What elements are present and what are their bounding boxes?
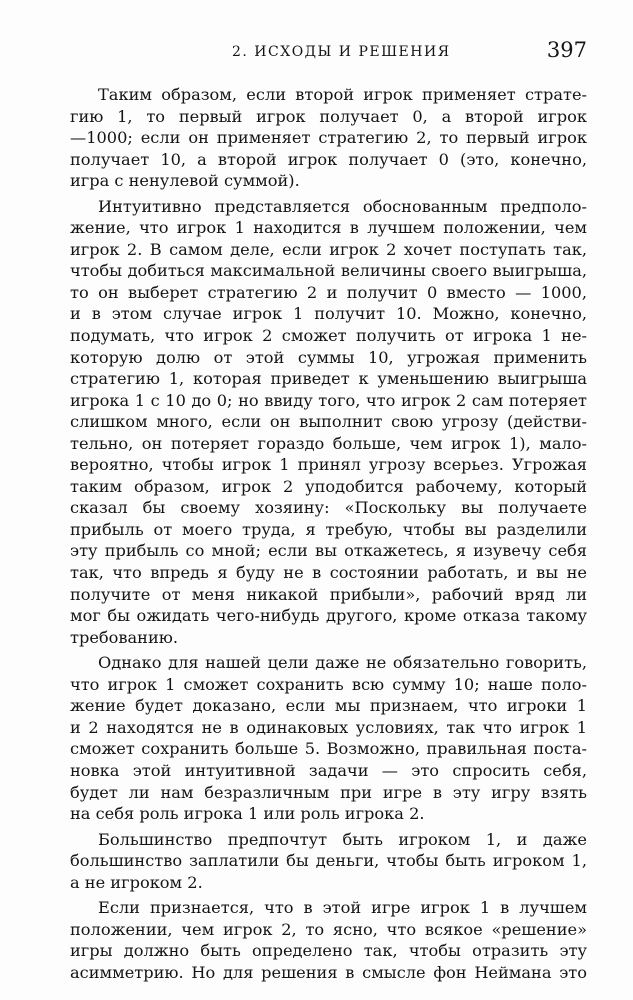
text-line: Однако для нашей цели даже не обязательно говорить, <box>98 653 587 673</box>
text-line: и в этом случае игрок 1 получит 10. Можно, конечно, <box>70 304 587 324</box>
paragraph <box>70 84 587 192</box>
text-line: то он выберет стратегию 2 и получит 0 вместо — 1000, <box>70 282 587 302</box>
paragraph <box>70 652 587 824</box>
running-title: 2. ИСХОДЫ И РЕШЕНИЯ <box>232 44 451 60</box>
text-line: Таким образом, если второй игрок применяет страте- <box>98 85 587 104</box>
text-line: тельно, он потеряет гораздо больше, чем игрок 1), мало- <box>70 433 587 453</box>
text-line: асимметрию. Но для решения в смысле фон Неймана это <box>70 962 587 982</box>
text-line: Если признается, что в этой игре игрок 1 в лучшем <box>98 898 587 918</box>
text-line: большинство заплатили бы деньги, чтобы быть игроком 1, <box>70 851 587 871</box>
text-line: и 2 находятся не в одинаковых условиях, так что игрок 1 <box>70 717 587 737</box>
text-line: подумать, что игрок 2 сможет получить от игрока 1 не- <box>70 326 587 346</box>
text-line: так, что впредь я буду не в состоянии работать, и вы не <box>70 563 587 583</box>
text-line: будет ли нам безразличным при игре в эту игру взять <box>70 782 587 802</box>
paragraph <box>70 196 587 648</box>
paragraph <box>70 829 587 894</box>
text-line: сказал бы своему хозяину: «Поскольку вы получаете <box>70 498 587 518</box>
body-text <box>70 84 587 987</box>
text-line: стратегию 1, которая приведет к уменьшению выигрыша <box>70 369 587 389</box>
text-line: игрок 2. В самом деле, если игрок 2 хочет поступать так, <box>70 239 587 259</box>
text-line: сможет сохранить больше 5. Возможно, правильная поста- <box>70 739 587 759</box>
text-line: гию 1, то первый игрок получает 0, а второй игрок <box>70 106 587 126</box>
page-number: 397 <box>546 38 587 62</box>
text-line: эту прибыль со мной; если вы откажетесь, я изувечу себя <box>70 541 587 561</box>
text-line: вероятно, чтобы игрок 1 принял угрозу всерьез. Угрожая <box>70 455 587 475</box>
text-line: Большинство предпочтут быть игроком 1, и даже <box>98 829 587 849</box>
text-line: слишком много, если он выполнит свою угрозу (действи- <box>70 412 587 432</box>
text-line: положении, чем игрок 2, то ясно, что всякое «решение» <box>70 919 587 939</box>
text-line: игры должно быть определено так, чтобы отразить эту <box>70 941 587 961</box>
text-line: прибыль от моего труда, я требую, чтобы вы разделили <box>70 519 587 539</box>
text-line: жение, что игрок 1 находится в лучшем положении, чем <box>70 218 587 238</box>
text-line: чтобы добиться максимальной величины своего выигрыша, <box>70 261 587 281</box>
text-line: на себя роль игрока 1 или роль игрока 2. <box>70 804 425 824</box>
text-line: Интуитивно представляется обоснованным предполо- <box>98 196 587 216</box>
text-line: жение будет доказано, если мы признаем, что игроки 1 <box>70 696 587 716</box>
text-line: игра с ненулевой суммой). <box>70 171 300 191</box>
text-line: получает 10, а второй игрок получает 0 (это, конечно, <box>70 149 587 169</box>
text-line: таким образом, игрок 2 уподобится рабочему, который <box>70 476 587 496</box>
text-line: а не игроком 2. <box>70 872 203 892</box>
paragraph <box>70 897 587 983</box>
text-line: —1000; если он применяет стратегию 2, то первый игрок <box>70 128 587 148</box>
text-line: игрока 1 с 10 до 0; но ввиду того, что игрок 2 сам потеряет <box>70 390 587 410</box>
text-line: получите от меня никакой прибыли», рабочий вряд ли <box>70 584 587 604</box>
text-line: что игрок 1 сможет сохранить всю сумму 10; наше поло- <box>70 674 587 694</box>
page-header <box>70 38 587 72</box>
text-line: требованию. <box>70 627 178 647</box>
text-line: мог бы ожидать чего-нибудь другого, кроме отказа такому <box>70 606 587 626</box>
text-line: новка этой интуитивной задачи — это спросить себя, <box>70 760 587 780</box>
text-line: которую долю от этой суммы 10, угрожая применить <box>70 347 587 367</box>
